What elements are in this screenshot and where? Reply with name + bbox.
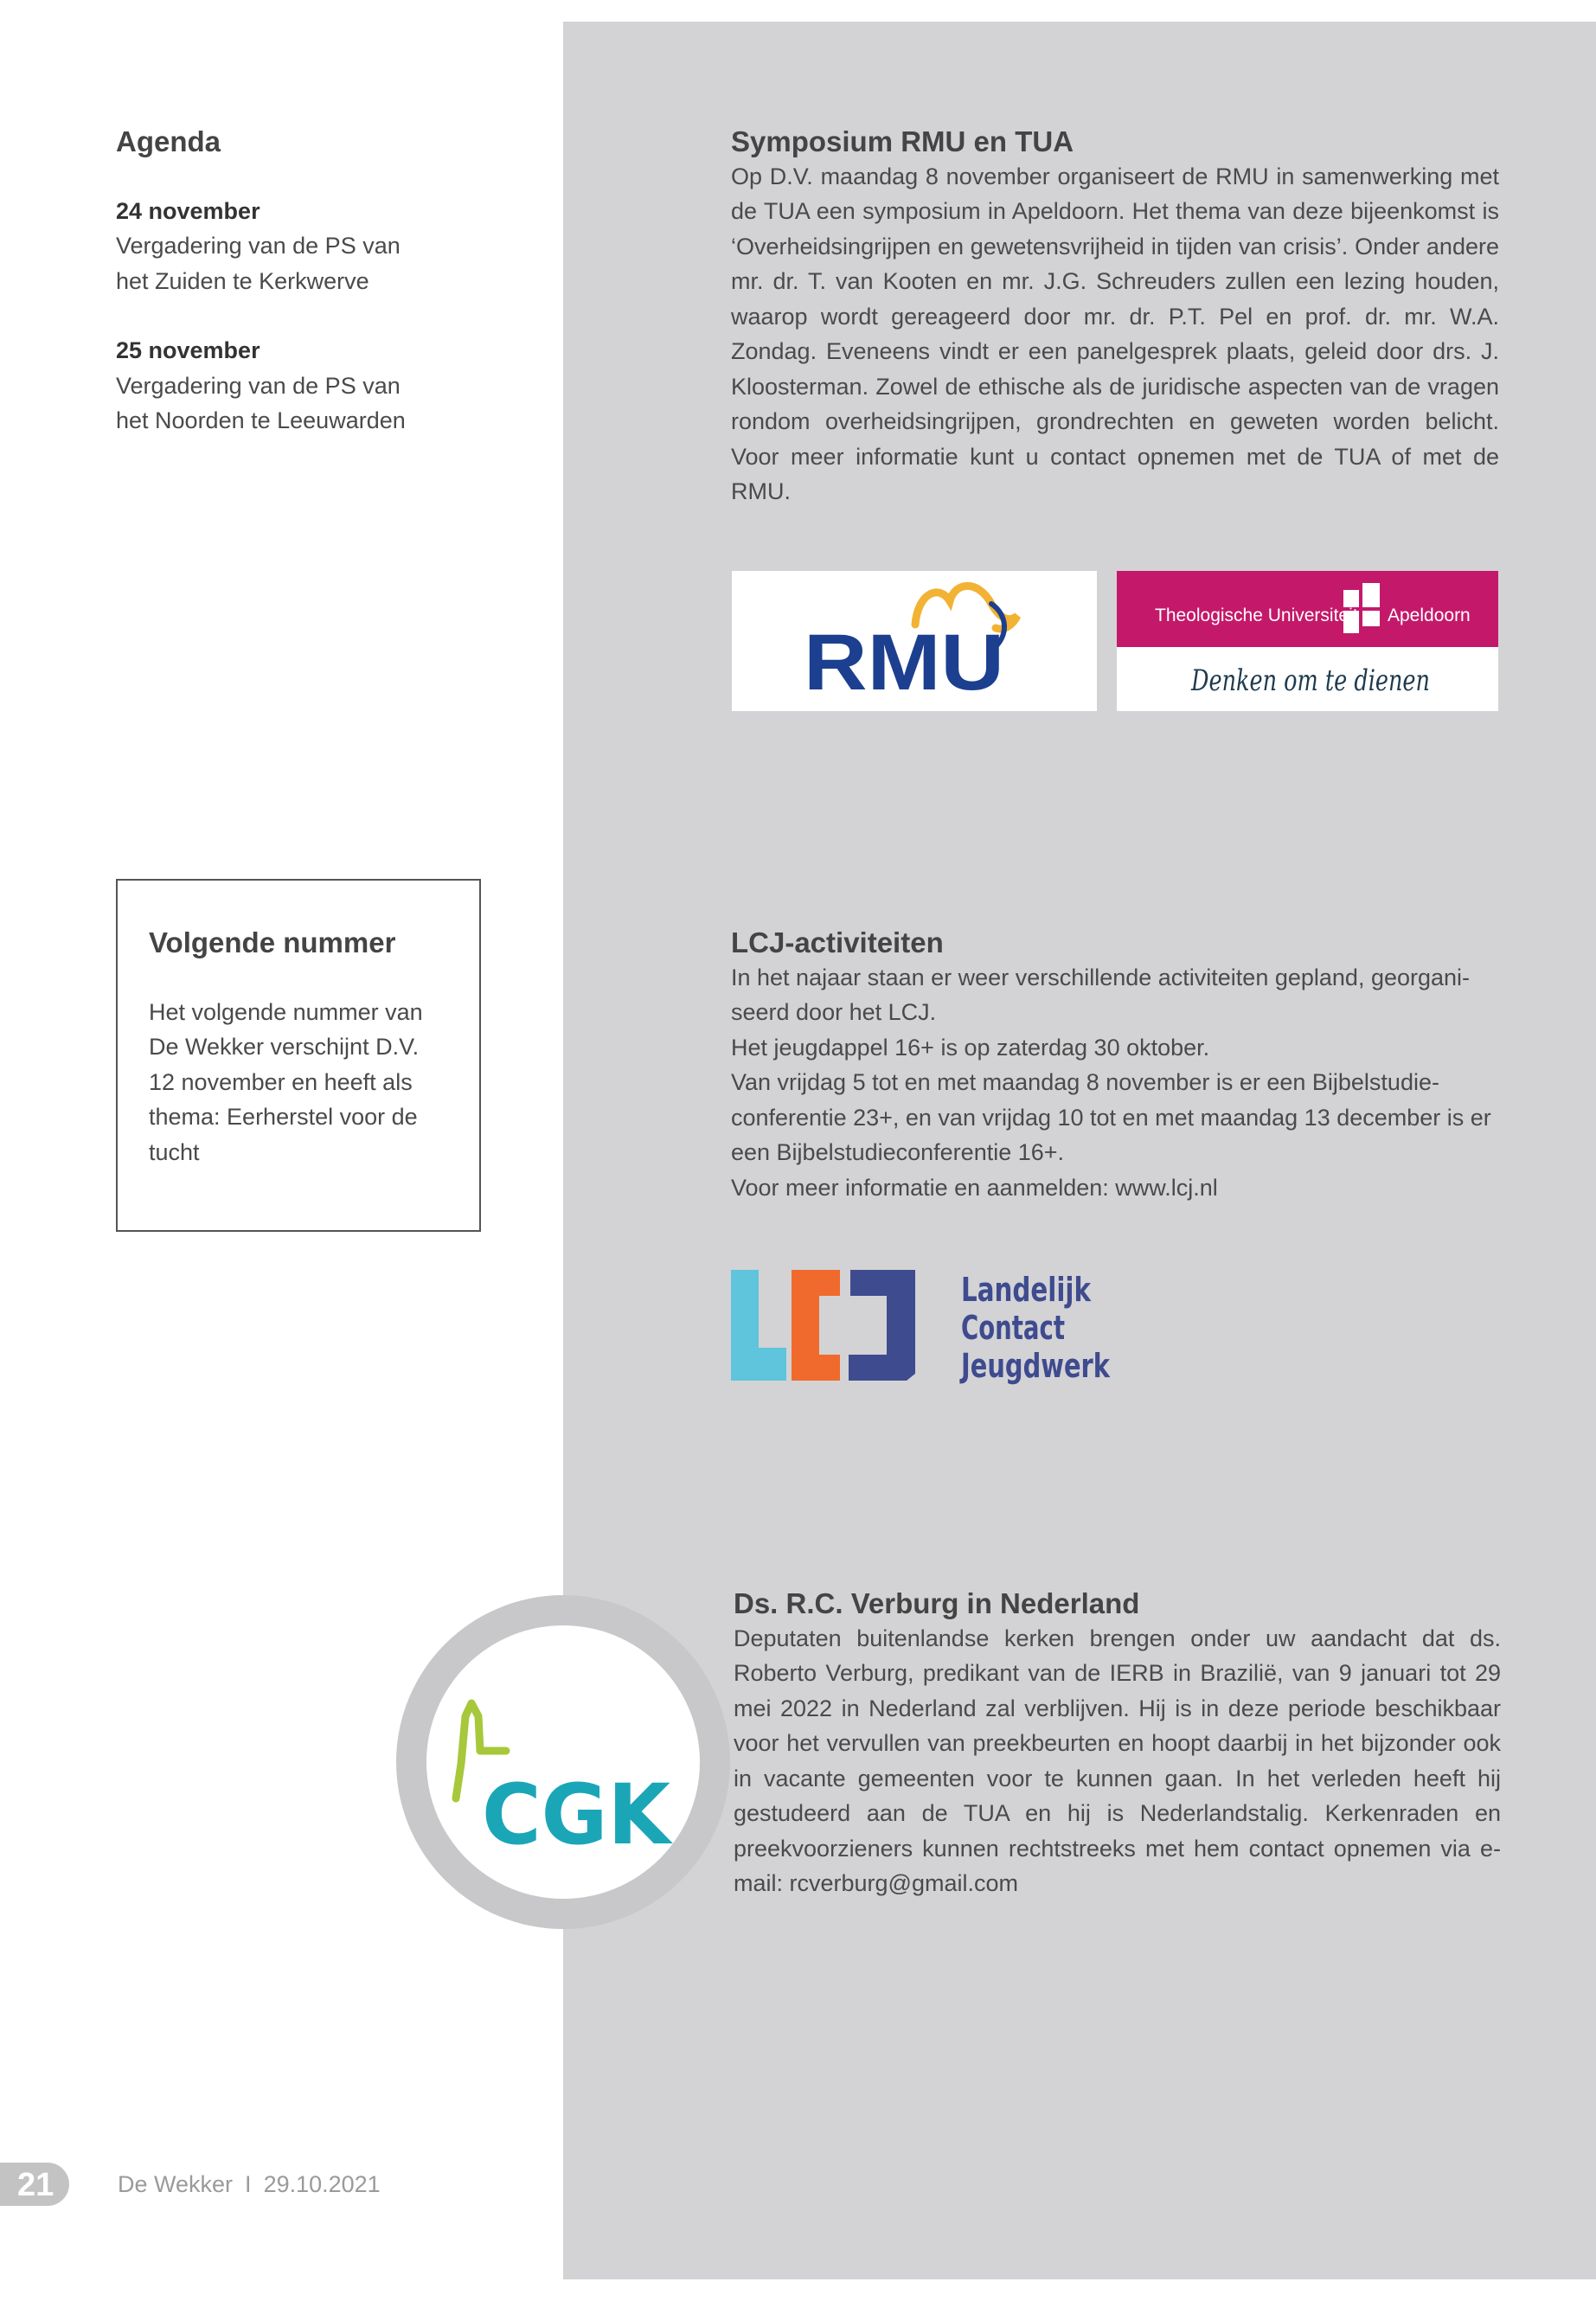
- next-issue-box: [116, 879, 481, 1232]
- agenda-item-date: 24 november: [116, 197, 260, 224]
- verburg-article: [734, 1586, 1501, 1901]
- symposium-body: Op D.V. maandag 8 november organiseert de RMU in samenwerking met de TUA een symposium in Apeldoorn. Het thema van deze bijeenkomst is ‘Overheidsingrijpen en gewetensvrijheid in tijden van crisis’. Onder andere mr. dr. T. van Kooten en mr. J.G. Schreuders zullen een lezing houden, waarop wordt gereageerd door mr. dr. P.T. Pel en prof. dr. mr. W.A. Zondag. Eveneens vindt er een panelgesprek plaats, geleid door drs. J. Kloosterman. Zowel de ethische als de juridische aspecten van de vragen rondom overheidsingrijpen, grondrechten en geweten worden belicht. Voor meer informatie kunt u contact opnemen met de TUA of met de RMU.: [731, 163, 1499, 505]
- footer-publication: De Wekker: [118, 2171, 234, 2197]
- lcj-logo: [729, 1263, 1118, 1388]
- cgk-church-icon: [426, 1625, 700, 1899]
- agenda-item-line: het Noorden te Leeuwarden: [116, 407, 406, 434]
- tua-logo-name: Theologische Universiteit: [1155, 606, 1358, 625]
- symposium-article: [731, 125, 1499, 510]
- lcj-paragraph: Voor meer informatie en aanmelden: www.lcj.nl: [731, 1174, 1218, 1201]
- agenda-item: [116, 333, 462, 439]
- lcj-article: [731, 926, 1499, 1205]
- footer-date: 29.10.2021: [263, 2171, 381, 2197]
- cgk-logo-text: CGK: [482, 1766, 674, 1863]
- agenda-item-line: Vergadering van de PS van: [116, 233, 401, 260]
- lcj-paragraph: Van vrijdag 5 tot en met maandag 8 november is er een Bijbelstudieconferentie 23+, en van vrijdag 10 tot en met maandag 13 december is er een Bijbelstudieconferentie 16+.: [731, 1069, 1491, 1166]
- agenda-title: Agenda: [116, 125, 221, 157]
- tua-logo: [1117, 571, 1498, 711]
- cgk-logo: [396, 1595, 730, 1929]
- lcj-paragraph: In het najaar staan er weer verschillende activiteiten gepland, georganiseerd door het LCJ.: [731, 964, 1471, 1026]
- rmu-logo: [732, 571, 1097, 711]
- rmu-logo-text: RMU: [804, 619, 1004, 707]
- footer-separator: I: [245, 2171, 252, 2197]
- lcj-logo-line: Contact: [961, 1309, 1065, 1347]
- agenda-item-line: Vergadering van de PS van: [116, 372, 401, 399]
- verburg-body: Deputaten buitenlandse kerken brengen onder uw aandacht dat ds. Roberto Verburg, predikant van de IERB in Brazilië, van 9 januari tot 29 mei 2022 in Nederland zal verblijven. Hij is in deze periode beschikbaar voor het vervullen van preekbeurten en hoopt daarbij in het bijzonder ook in vacante gemeenten voor te kunnen gaan. In het verleden heeft hij gestudeerd aan de TUA en hij is Nederlandstalig. Kerkenraden en preekvoorzieners kunnen rechtstreeks met hem contact opnemen via e-mail: rcverburg@gmail.com: [734, 1625, 1501, 1897]
- agenda-item-date: 25 november: [116, 337, 260, 364]
- page-number: 21: [17, 2167, 54, 2203]
- lcj-logo-line: Landelijk: [961, 1271, 1092, 1309]
- agenda-item: [116, 194, 462, 299]
- footer-text: [118, 2171, 381, 2198]
- agenda-item-line: het Zuiden te Kerkwerve: [116, 267, 369, 294]
- tua-logo-city: Apeldoorn: [1388, 606, 1471, 625]
- lcj-title: LCJ-activiteiten: [731, 926, 944, 958]
- lcj-paragraph: Het jeugdappel 16+ is op zaterdag 30 oktober.: [731, 1034, 1210, 1061]
- lcj-logo-line: Jeugdwerk: [958, 1347, 1111, 1385]
- agenda-section: [116, 125, 462, 439]
- next-issue-title: Volgende nummer: [149, 926, 396, 958]
- page-footer: [0, 2163, 519, 2206]
- next-issue-text: Het volgende nummer van De Wekker verschijnt D.V. 12 november en heeft als thema: Eerherstel voor de tucht: [149, 998, 423, 1165]
- cgk-logo-inner: [426, 1625, 700, 1899]
- tua-logo-slogan: Denken om te dienen: [1190, 663, 1430, 698]
- symposium-title: Symposium RMU en TUA: [731, 125, 1074, 157]
- verburg-title: Ds. R.C. Verburg in Nederland: [734, 1587, 1140, 1619]
